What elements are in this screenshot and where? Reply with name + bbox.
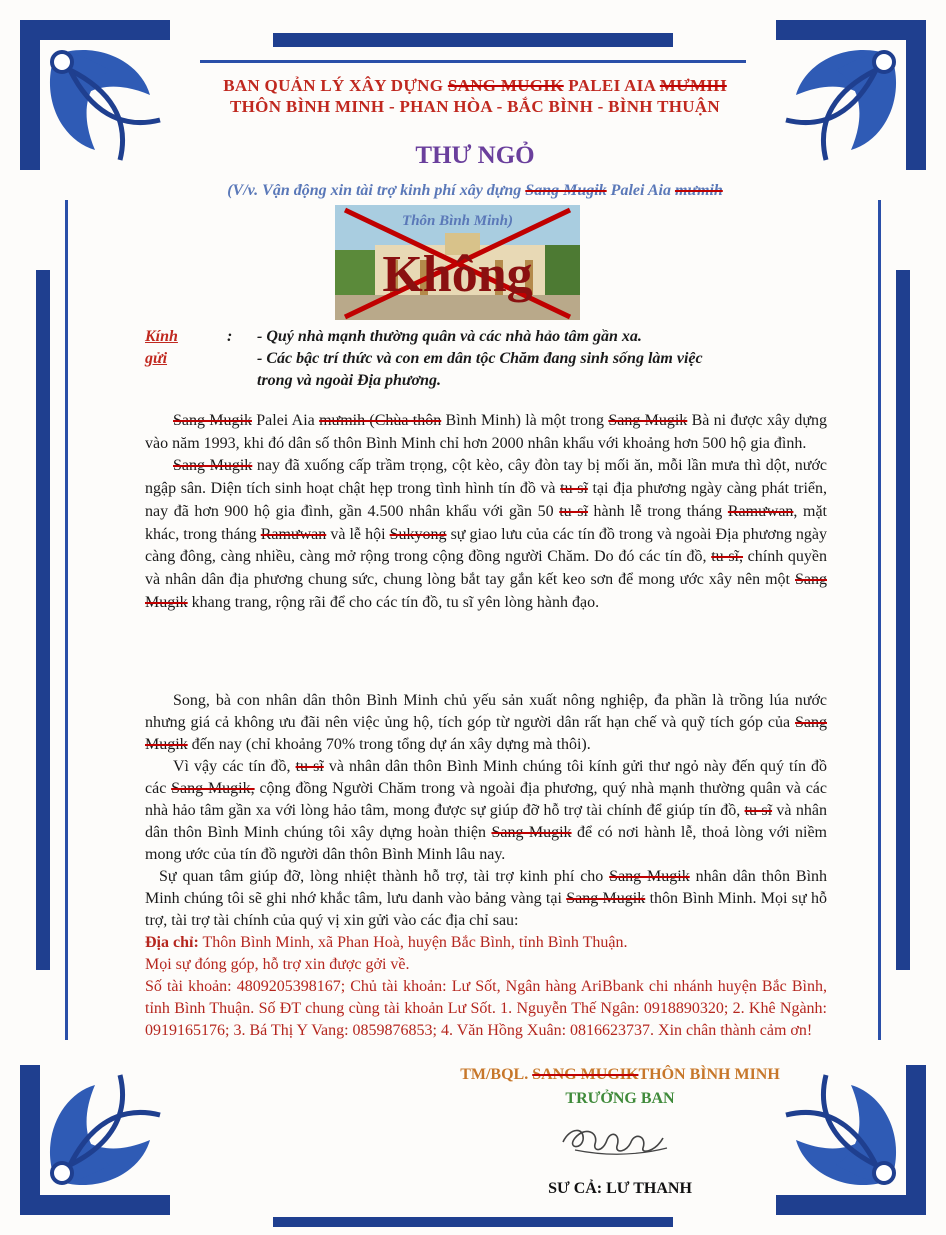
recipients-colon: : bbox=[227, 328, 233, 345]
handwritten-signature-icon bbox=[555, 1112, 675, 1162]
contact-account: Số tài khoản: 4809205398167; Chủ tài khoản: Lư Sốt, Ngân hàng AriBbank chi nhánh huyện Bắc Bình, tỉnh Bình Thuận. Số ĐT chung cùng tài khoản Lư Sốt. 1. Nguyễn Thế Ngân: 0918890320; 2. Khê Ngành: 0919165176; 3. Bá Thị Y Vang: 0859876853; 4. Văn Hồng Xuân: 0816623737. Xin chân thành cảm ơn! bbox=[145, 978, 827, 1039]
frame-right-bar bbox=[896, 270, 910, 970]
ornament-bottom-left-icon bbox=[0, 1045, 190, 1235]
signature-org: TM/BQL. SANG MUGIKTHÔN BÌNH MINH bbox=[460, 1066, 780, 1083]
frame-left-bar bbox=[36, 270, 50, 970]
signature-role: TRƯỞNG BAN bbox=[565, 1090, 675, 1107]
frame-left-line bbox=[65, 200, 68, 1040]
subtitle-line2: Thôn Bình Minh) bbox=[402, 213, 513, 229]
paragraph-4: Vì vậy các tín đồ, tu sĩ và nhân dân thôn Bình Minh chúng tôi kính gửi thư ngỏ này đến quý tín đồ các Sang Mugik, cộng đồng Người Chăm trong và ngoài địa phương, quý nhà mạnh thường quân và các nhà hảo tâm gần xa với lòng hảo tâm, mong được sự giúp đỡ hỗ trợ tài chính để giúp tín đồ, tu sĩ và nhân dân thôn Bình Minh chúng tôi xây dựng hoàn thiện Sang Mugik để có nơi hành lễ, thoả lòng với niềm mong ước của tín đồ người dân thôn Bình Minh lâu nay. bbox=[145, 758, 828, 863]
signature-name: SƯ CẢ: LƯ THANH bbox=[548, 1180, 692, 1197]
frame-bottom-bar bbox=[273, 1217, 673, 1227]
frame-right-line bbox=[878, 200, 881, 1040]
paragraph-1: Sang Mugik Palei Aia mưmih (Chùa thôn Bình Minh) là một trong Sang Mugik Bà ni được xây dựng vào năm 1993, khi đó dân số thôn Bình Minh chỉ hơn 2000 nhân khẩu với khoảng hơn 500 hộ gia đình. bbox=[145, 412, 828, 452]
paragraph-2: Sang Mugik nay đã xuống cấp trầm trọng, cột kèo, cây đòn tay bị mối ăn, mỗi lần mưa thì dột, nước ngập sân. Diện tích sinh hoạt chật hẹp trong tình hình tín đồ và tu sĩ tại địa phương ngày càng phát triển, nay đã hơn 900 hộ gia đình, gần 4.500 nhân khẩu với gần 50 tu sĩ hành lễ trong tháng Ramưwan, mặt khác, trong tháng Ramưwan và lễ hội Sukyong sự giao lưu của các tín đồ trong và ngoài Địa phương ngày càng đông, càng nhiều, càng mở rộng trong cộng đồng người Chăm. Do đó các tín đồ, tu sĩ, chính quyền và nhân dân địa phương chung sức, chung lòng bắt tay gắn kết keo sơn để mong ước xây nên một Sang Mugik khang trang, rộng rãi để cho các tín đồ, tu sĩ yên lòng hành đạo. bbox=[145, 457, 828, 611]
recipients-label: Kính gửi bbox=[145, 328, 178, 367]
paragraph-3: Song, bà con nhân dân thôn Bình Minh chủ yếu sản xuất nông nghiệp, đa phần là trồng lúa nước nhưng giá cả không ưu đãi nên việc ủng hộ, tích góp từ người dân rất hạn chế và quỹ tích góp của Sang Mugik đến nay (chỉ khoảng 70% trong tổng dự án xây dựng mà thôi). bbox=[145, 692, 827, 753]
body-section-1 bbox=[145, 410, 827, 614]
temple-photo bbox=[335, 205, 580, 320]
letter-subtitle: (V/v. Vận động xin tài trợ kinh phí xây dựng Sang Mugik Palei Aia mưmih bbox=[227, 182, 723, 199]
paragraph-5: Sự quan tâm giúp đỡ, lòng nhiệt thành hỗ trợ, tài trợ kinh phí cho Sang Mugik nhân dân thôn Bình Minh chúng tôi sẽ ghi nhớ khắc tâm, lưu danh vào bảng vàng tại Sang Mugik thôn Bình Minh. Mọi sự hỗ trợ, tài trợ tài chính của quý vị xin gửi vào các địa chỉ sau: bbox=[145, 868, 828, 929]
contact-address: Địa chỉ: Thôn Bình Minh, xã Phan Hoà, huyện Bắc Bình, tỉnh Bình Thuận. bbox=[145, 934, 628, 951]
org-header-line2: THÔN BÌNH MINH - PHAN HÒA - BẮC BÌNH - BÌNH THUẬN bbox=[230, 97, 720, 116]
frame-top-bar bbox=[273, 33, 673, 47]
stamp-text: Không bbox=[382, 246, 533, 303]
recipient-line: - Quý nhà mạnh thường quân và các nhà hảo tâm gần xa. bbox=[257, 328, 642, 345]
recipient-line: trong và ngoài Địa phương. bbox=[257, 372, 441, 389]
org-header-line1: BAN QUẢN LÝ XÂY DỰNG SANG MUGIK PALEI AIA MƯMIH bbox=[223, 76, 727, 95]
letter-title: THƯ NGỎ bbox=[415, 142, 535, 169]
contact-donate-line: Mọi sự đóng góp, hỗ trợ xin được gởi về. bbox=[145, 956, 410, 973]
frame-top-line bbox=[200, 60, 746, 63]
body-section-2 bbox=[145, 690, 827, 1042]
recipient-line: - Các bậc trí thức và con em dân tộc Chăm đang sinh sống làm việc bbox=[257, 350, 703, 367]
